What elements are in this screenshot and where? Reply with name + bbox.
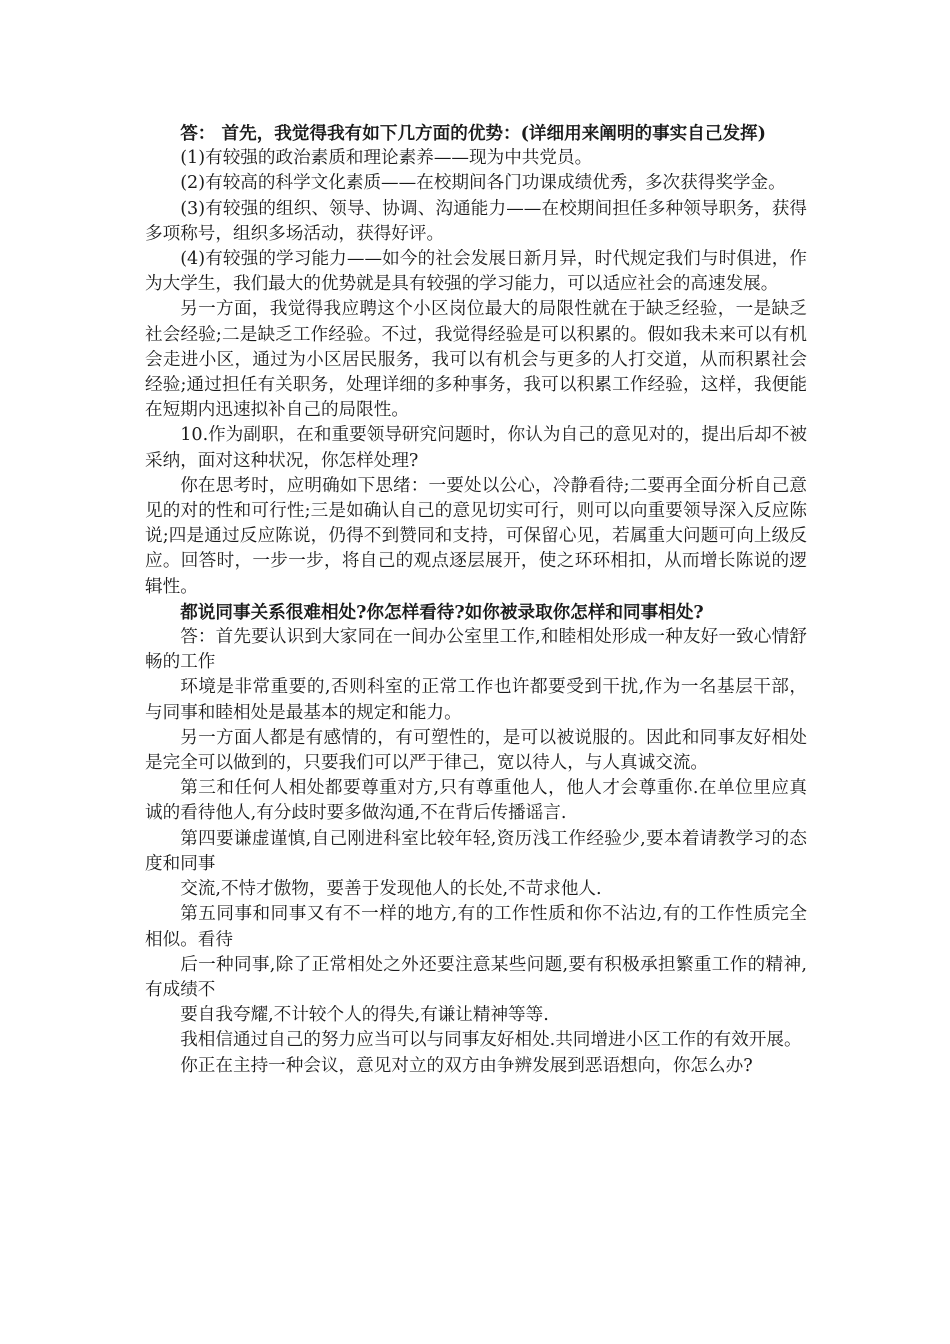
colleague-answer-8: 后一种同事,除了正常相处之外还要注意某些问题,要有积极承担繁重工作的精神,有成绩不 [145,954,807,1000]
colleague-answer-4: 第三和任何人相处都要尊重对方,只有尊重他人，他人才会尊重你.在单位里应真诚的看待他人,有分歧时要多做沟通,不在背后传播谣言. [145,778,807,824]
colleague-answer-6: 交流,不恃才傲物，要善于发现他人的长处,不苛求他人. [180,879,602,900]
colleague-answer-3: 另一方面人都是有感情的，有可塑性的，是可以被说服的。因此和同事友好相处是完全可以做到的，只要我们可以严于律己，宽以待人，与人真诚交流。 [145,727,807,774]
limitation-paragraph: 另一方面，我觉得我应聘这个小区岗位最大的局限性就在于缺乏经验，一是缺乏社会经验;二是缺乏工作经验。不过，我觉得经验是可以积累的。假如我未来可以有机会走进小区，通过为小区居民服务，我可以有机会与更多的人打交道，从而积累社会经验;通过担任有关职务，处理详细的多种事务，我可以积累工作经验，这样，我便能在短期内迅速拟补自己的局限性。 [145,299,807,421]
colleague-answer-5: 第四要谦虚谨慎,自己刚进科室比较年轻,资历浅工作经验少,要本着请教学习的态度和同事 [145,828,807,874]
colleague-question-heading: 都说同事关系很难相处?你怎样看待?如你被录取你怎样和同事相处? [180,601,704,623]
strength-item-2: (2)有较高的科学文化素质——在校期间各门功课成绩优秀，多次获得奖学金。 [180,173,786,194]
colleague-answer-7: 第五同事和同事又有不一样的地方,有的工作性质和你不沾边,有的工作性质完全相似。看待 [145,904,807,950]
question-10: 10.作为副职，在和重要领导研究问题时，你认为自己的意见对的，提出后却不被采纳，面对这种状况，你怎样处理? [145,425,807,471]
colleague-answer-2: 环境是非常重要的,否则科室的正常工作也许都要受到干扰,作为一名基层干部，与同事和睦相处是最基本的规定和能力。 [145,677,807,723]
document-body [145,121,807,1079]
answer-strengths-heading: 答： 首先，我觉得我有如下几方面的优势：(详细用来阐明的事实自己发挥) [180,123,766,144]
colleague-answer-9: 要自我夸耀,不计较个人的得失,有谦让精神等等. [180,1005,549,1026]
colleague-answer-10: 我相信通过自己的努力应当可以与同事友好相处.共同增进小区工作的有效开展。 [180,1030,802,1051]
colleague-answer-1: 答：首先要认识到大家同在一间办公室里工作,和睦相处形成一种友好一致心情舒畅的工作 [145,627,807,673]
strength-item-3: (3)有较强的组织、领导、协调、沟通能力——在校期间担任多种领导职务，获得多项称号，组织多场活动，获得好评。 [145,198,807,244]
strength-item-4: (4)有较强的学习能力——如今的社会发展日新月异，时代规定我们与时俱进，作为大学生，我们最大的优势就是具有较强的学习能力，可以适应社会的高速发展。 [145,249,807,295]
meeting-question: 你正在主持一种会议，意见对立的双方由争辨发展到恶语想向，你怎么办? [180,1055,753,1076]
strength-item-1: (1)有较强的政治素质和理论素养——现为中共党员。 [180,148,593,169]
question-10-answer: 你在思考时，应明确如下思绪：一要处以公心，冷静看待;二要再全面分析自己意见的对的性和可行性;三是如确认自己的意见切实可行，则可以向重要领导深入反应陈说;四是通过反应陈说，仍得不到赞同和支持，可保留心见，若属重大问题可向上级反应。回答时，一步一步，将自己的观点逐层展开，使之环环相扣，从而增长陈说的逻辑性。 [145,475,807,597]
